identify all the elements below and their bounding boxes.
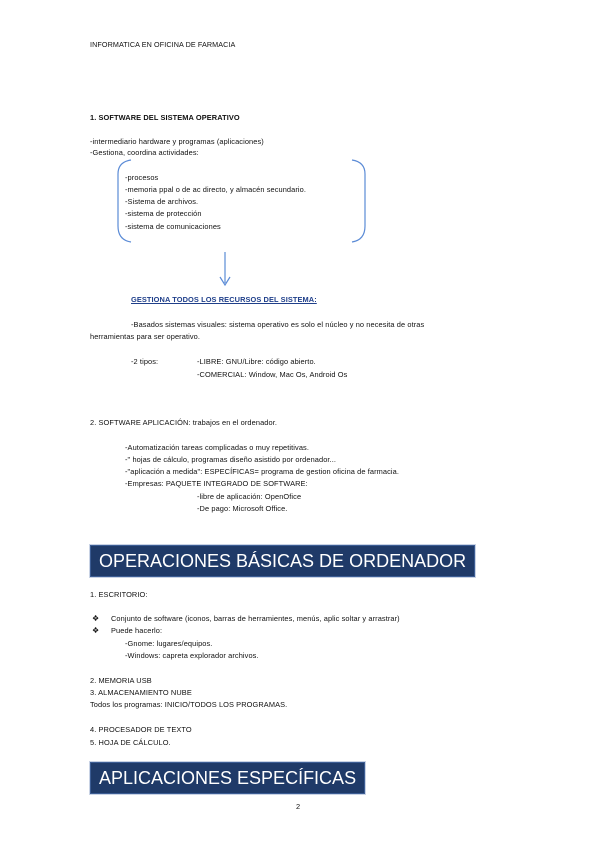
tipos-comercial: -COMERCIAL: Window, Mac Os, Android Os [197, 370, 348, 379]
brace-list-item: -sistema de comunicaciones [125, 222, 221, 231]
numbered-item: 4. PROCESADOR DE TEXTO [90, 725, 192, 734]
list-item: -" hojas de cálculo, programas diseño asistido por ordenador... [125, 455, 337, 464]
numbered-item: 2. MEMORIA USB [90, 676, 152, 685]
sub-list-item: -libre de aplicación: OpenOfice [197, 492, 302, 501]
gestiona-recursos-heading: GESTIONA TODOS LOS RECURSOS DEL SISTEMA: [131, 295, 317, 304]
section-banner-aplicaciones: APLICACIONES ESPECÍFICAS [90, 762, 365, 794]
section-banner-operaciones: OPERACIONES BÁSICAS DE ORDENADOR [90, 545, 475, 577]
tipos-libre: -LIBRE: GNU/Libre: código abierto. [197, 357, 316, 366]
section-heading-software-aplicacion: 2. SOFTWARE APLICACIÓN: trabajos en el ordenador. [90, 418, 278, 427]
bullet-text: Puede hacerlo: [111, 626, 163, 635]
text-line: -Basados sistemas visuales: sistema operativo es solo el núcleo y no necesita de otras [131, 320, 425, 329]
numbered-item: 5. HOJA DE CÁLCULO. [90, 738, 171, 747]
brace-list-item: -procesos [125, 173, 159, 182]
sub-list-item: -De pago: Microsoft Office. [197, 504, 288, 513]
diamond-bullet-icon: ❖ [92, 626, 100, 635]
list-item: -Automatización tareas complicadas o muy repetitivas. [125, 443, 309, 452]
escritorio-heading: 1. ESCRITORIO: [90, 590, 148, 599]
numbered-item: 3. ALMACENAMIENTO NUBE [90, 688, 192, 697]
list-item: -"aplicación a medida": ESPECÍFICAS= programa de gestion oficina de farmacia. [125, 467, 400, 476]
diamond-bullet-icon: ❖ [92, 614, 100, 623]
bullet-text: Conjunto de software (iconos, barras de herramientes, menús, aplic soltar y arrastrar) [111, 614, 400, 623]
text-line: -intermediario hardware y programas (aplicaciones) [90, 137, 264, 146]
text-line: Todos los programas: INICIO/TODOS LOS PROGRAMAS. [90, 700, 288, 709]
page-number: 2 [296, 802, 301, 811]
text-line: -Gestiona, coordina actividades: [90, 148, 199, 157]
document-header: INFORMATICA EN OFICINA DE FARMACIA [90, 40, 236, 49]
sub-list-item: -Gnome: lugares/equipos. [125, 639, 213, 648]
tipos-label: -2 tipos: [131, 357, 159, 366]
text-line: herramientas para ser operativo. [90, 332, 201, 341]
brace-list-item: -Sistema de archivos. [125, 197, 199, 206]
list-item: -Empresas: PAQUETE INTEGRADO DE SOFTWARE: [125, 479, 308, 488]
section-heading-software-sistema: 1. SOFTWARE DEL SISTEMA OPERATIVO [90, 113, 240, 122]
brace-list-item: -memoria ppal o de ac directo, y almacén secundario. [125, 185, 307, 194]
sub-list-item: -Windows: capreta explorador archivos. [125, 651, 259, 660]
brace-list-item: -sistema de protección [125, 209, 202, 218]
